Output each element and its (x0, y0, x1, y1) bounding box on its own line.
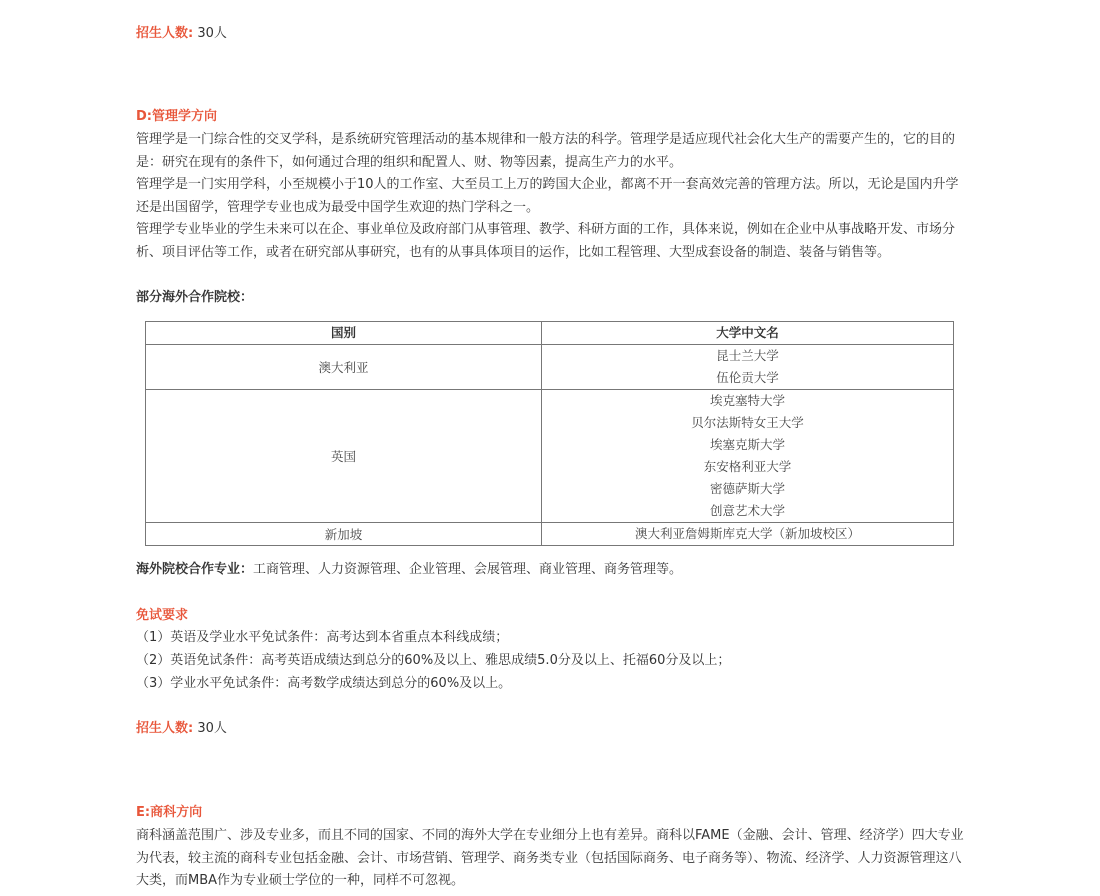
partner-universities-table (145, 321, 954, 546)
table-row (146, 390, 954, 523)
country-cell: 新加坡 (146, 523, 542, 546)
section-e-paragraph: 商科涵盖范围广、涉及专业多，而且不同的国家、不同的海外大学在专业细分上也有差异。商科以FAME（金融、会计、管理、经济学）四大专业为代表，较主流的商科专业包括金融、会计、市场营销、管理学、商务类专业（包括国际商务、电子商务等）、物流、经济学、人力资源管理这八大类，而MBA作为专业硕士学位的一种，同样不可忽视。 (136, 828, 964, 889)
section-d-paragraph-3: 管理学专业毕业的学生未来可以在企、事业单位及政府部门从事管理、教学、科研方面的工作，具体来说，例如在企业中从事战略开发、市场分析、项目评估等工作，或者在研究部从事研究，也有的从事具体项目的运作，比如工程管理、大型成套设备的制造、装备与销售等。 (136, 222, 956, 260)
quota-value: 30人 (197, 721, 227, 736)
quota-label: 招生人数: (136, 26, 194, 41)
section-d-body (136, 129, 966, 265)
majors-line (136, 559, 682, 581)
table-row (146, 345, 954, 390)
university-name: 贝尔法斯特女王大学 (691, 415, 804, 430)
exemption-title: 免试要求 (136, 608, 189, 623)
university-name: 昆士兰大学 (716, 348, 779, 363)
exemption-item-2: （2）英语免试条件：高考英语成绩达到总分的60%及以上、雅思成绩5.0分及以上、托福60分及以上； (136, 653, 731, 668)
section-e-body (136, 825, 966, 893)
majors-value: 工商管理、人力资源管理、企业管理、会展管理、商业管理、商务管理等。 (253, 562, 683, 577)
table-header-row (146, 322, 954, 345)
university-cell (542, 523, 954, 546)
majors-label: 海外院校合作专业： (136, 562, 254, 577)
country-cell: 英国 (146, 390, 542, 523)
exemption-item-1: （1）英语及学业水平免试条件：高考达到本省重点本科线成绩； (136, 630, 509, 645)
exemption-item-3: （3）学业水平免试条件：高考数学成绩达到总分的60%及以上。 (136, 676, 512, 691)
section-d-paragraph-1: 管理学是一门综合性的交叉学科，是系统研究管理活动的基本规律和一般方法的科学。管理学是适应现代社会化大生产的需要产生的，它的目的是：研究在现有的条件下，如何通过合理的组织和配置人、财、物等因素，提高生产力的水平。 (136, 132, 956, 170)
header-country: 国别 (146, 322, 542, 345)
university-cell (542, 390, 954, 523)
university-name: 密德萨斯大学 (709, 481, 785, 496)
section-d-title: D:管理学方向 (136, 109, 217, 124)
country-cell: 澳大利亚 (146, 345, 542, 390)
top-quota (136, 23, 227, 45)
university-name: 埃塞克斯大学 (709, 437, 785, 452)
university-name: 澳大利亚詹姆斯库克大学（新加坡校区） (634, 526, 860, 541)
university-name: 东安格利亚大学 (703, 459, 792, 474)
partners-label: 部分海外合作院校： (136, 290, 254, 305)
university-cell (542, 345, 954, 390)
section-d-paragraph-2: 管理学是一门实用学科，小至规模小于10人的工作室、大至员工上万的跨国大企业，都离不开一套高效完善的管理方法。所以，无论是国内升学还是出国留学，管理学专业也成为最受中国学生欢迎的热门学科之一。 (136, 177, 959, 215)
section-d-quota (136, 718, 227, 740)
university-name: 伍伦贡大学 (716, 370, 779, 385)
table-row (146, 523, 954, 546)
section-e-title: E:商科方向 (136, 805, 203, 820)
header-university: 大学中文名 (542, 322, 954, 345)
university-name: 埃克塞特大学 (709, 393, 785, 408)
quota-label: 招生人数: (136, 721, 194, 736)
quota-value: 30人 (197, 26, 227, 41)
university-name: 创意艺术大学 (709, 503, 785, 518)
